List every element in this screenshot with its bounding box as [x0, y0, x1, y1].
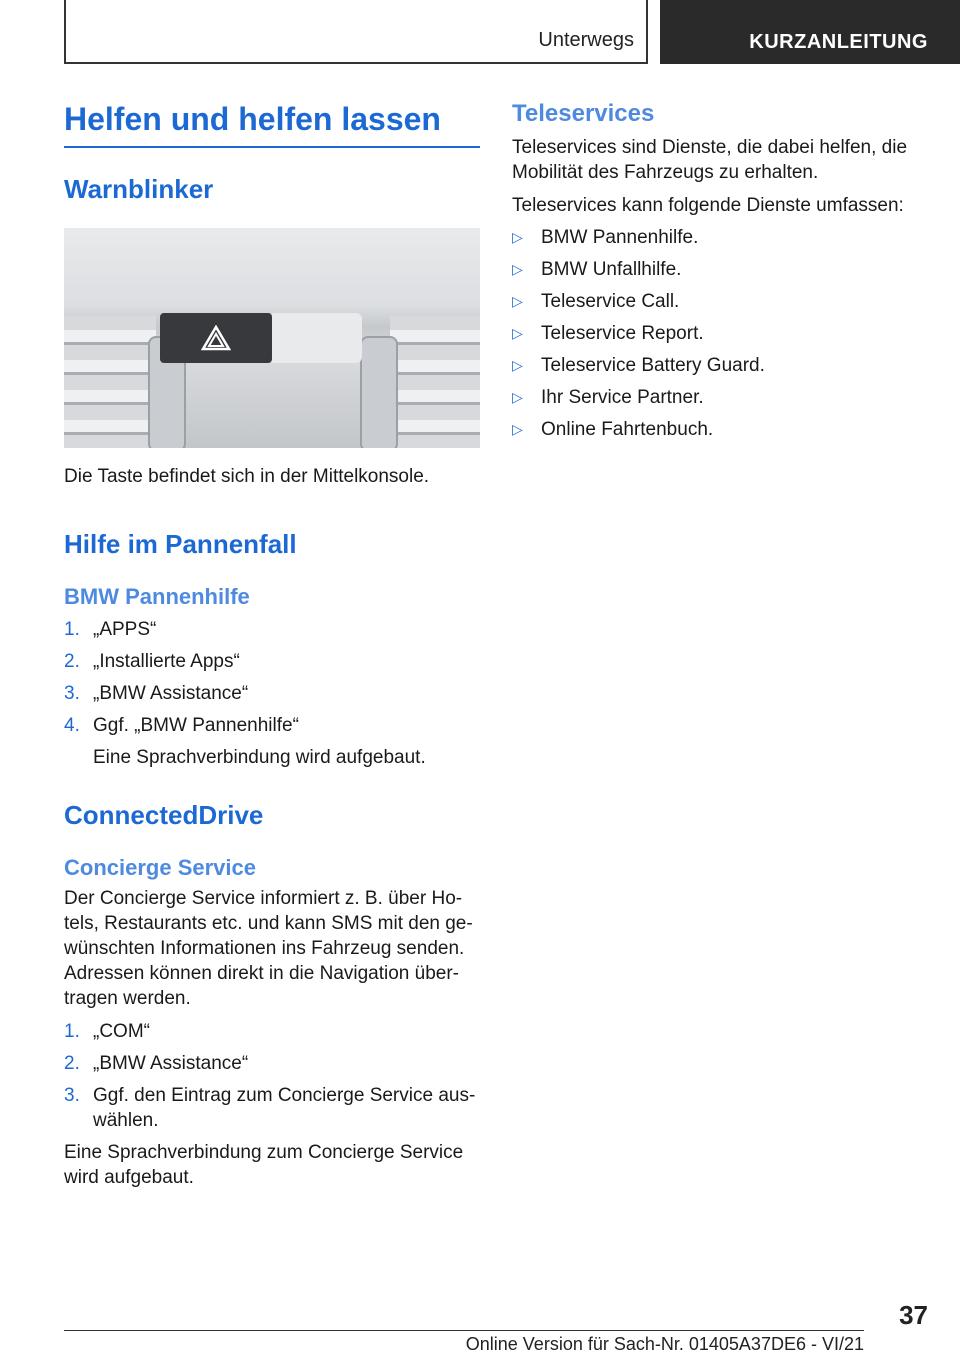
- list-item: 4. Ggf. „BMW Pannenhilfe“: [64, 715, 299, 737]
- footer-divider: [64, 1330, 864, 1331]
- triangle-bullet-icon: ▷: [512, 292, 523, 309]
- footer-version-text: Online Version für Sach-Nr. 01405A37DE6 - VI/21: [465, 1334, 864, 1354]
- step4-note: Eine Sprachverbindung wird aufgebaut.: [93, 747, 426, 769]
- warnblinker-heading: Warnblinker: [64, 174, 214, 205]
- triangle-bullet-icon: ▷: [512, 324, 523, 341]
- teleservices-intro: Teleservices sind Dienste, die dabei helfen, die Mobilität des Fahrzeugs zu erhalten.: [512, 136, 908, 183]
- triangle-bullet-icon: ▷: [512, 260, 523, 277]
- concierge-subheading: Concierge Service: [64, 855, 256, 881]
- header-section-label: Unterwegs: [538, 29, 634, 51]
- left-column: [64, 100, 480, 1190]
- right-column: [512, 100, 912, 442]
- pannenfall-heading: Hilfe im Pannenfall: [64, 528, 297, 559]
- list-item: 2. „Installierte Apps“: [64, 651, 240, 673]
- triangle-bullet-icon: ▷: [512, 228, 523, 245]
- teleservices-intro2: Teleservices kann folgende Dienste umfassen:: [512, 194, 904, 216]
- list-item: 1. „APPS“: [64, 619, 157, 641]
- list-item: 2. „BMW Assistance“: [64, 1052, 249, 1074]
- air-vent-left: [64, 316, 156, 448]
- step3-continuation: wählen.: [93, 1109, 159, 1131]
- list-item: ▷ Ihr Service Partner.: [512, 386, 704, 408]
- teleservices-heading: Teleservices: [512, 100, 655, 127]
- hazard-button-photo: [64, 228, 480, 448]
- concierge-closing: Eine Sprachverbindung zum Concierge Service wird aufgebaut.: [64, 1141, 464, 1188]
- header-chapter-tab: [660, 0, 960, 64]
- list-item: 1. „COM“: [64, 1020, 150, 1042]
- list-item: ▷ Online Fahrtenbuch.: [512, 418, 714, 440]
- air-vent-right: [390, 316, 480, 448]
- pannenhilfe-subheading: BMW Pannenhilfe: [64, 583, 250, 609]
- triangle-bullet-icon: ▷: [512, 356, 523, 373]
- list-item: ▷ BMW Unfallhilfe.: [512, 258, 682, 280]
- concierge-steps: [64, 1019, 480, 1108]
- warnblinker-caption: Die Taste befindet sich in der Mittelkonsole.: [64, 465, 430, 487]
- teleservices-list: [512, 225, 912, 442]
- vent-knob-right: [360, 336, 398, 448]
- list-item: ▷ Teleservice Call.: [512, 290, 680, 312]
- list-item: 3. Ggf. den Eintrag zum Concierge Service aus‐: [64, 1084, 476, 1106]
- page-number: 37: [899, 1300, 928, 1330]
- list-item: ▷ Teleservice Battery Guard.: [512, 354, 765, 376]
- header-chapter-label: KURZANLEITUNG: [749, 31, 928, 53]
- list-item: ▷ BMW Pannenhilfe.: [512, 226, 699, 248]
- console-button-right: [272, 313, 362, 363]
- triangle-bullet-icon: ▷: [512, 420, 523, 437]
- triangle-bullet-icon: ▷: [512, 388, 523, 405]
- connecteddrive-heading: ConnectedDrive: [64, 800, 264, 831]
- pannenhilfe-steps: [64, 617, 480, 738]
- list-item: 3. „BMW Assistance“: [64, 683, 249, 705]
- concierge-body: Der Concierge Service informiert z. B. über Ho‐ tels, Restaurants etc. und kann SMS mit den ge‐ wünschten Informationen ins Fahrzeug senden. Adressen können direkt in die Navigation über‐ tragen werden.: [64, 887, 473, 1009]
- hazard-triangle-icon: [201, 325, 231, 351]
- page-title: Helfen und helfen lassen: [64, 100, 480, 148]
- hazard-switch: [160, 313, 272, 363]
- list-item: ▷ Teleservice Report.: [512, 322, 704, 344]
- header-section-tab: [64, 0, 648, 64]
